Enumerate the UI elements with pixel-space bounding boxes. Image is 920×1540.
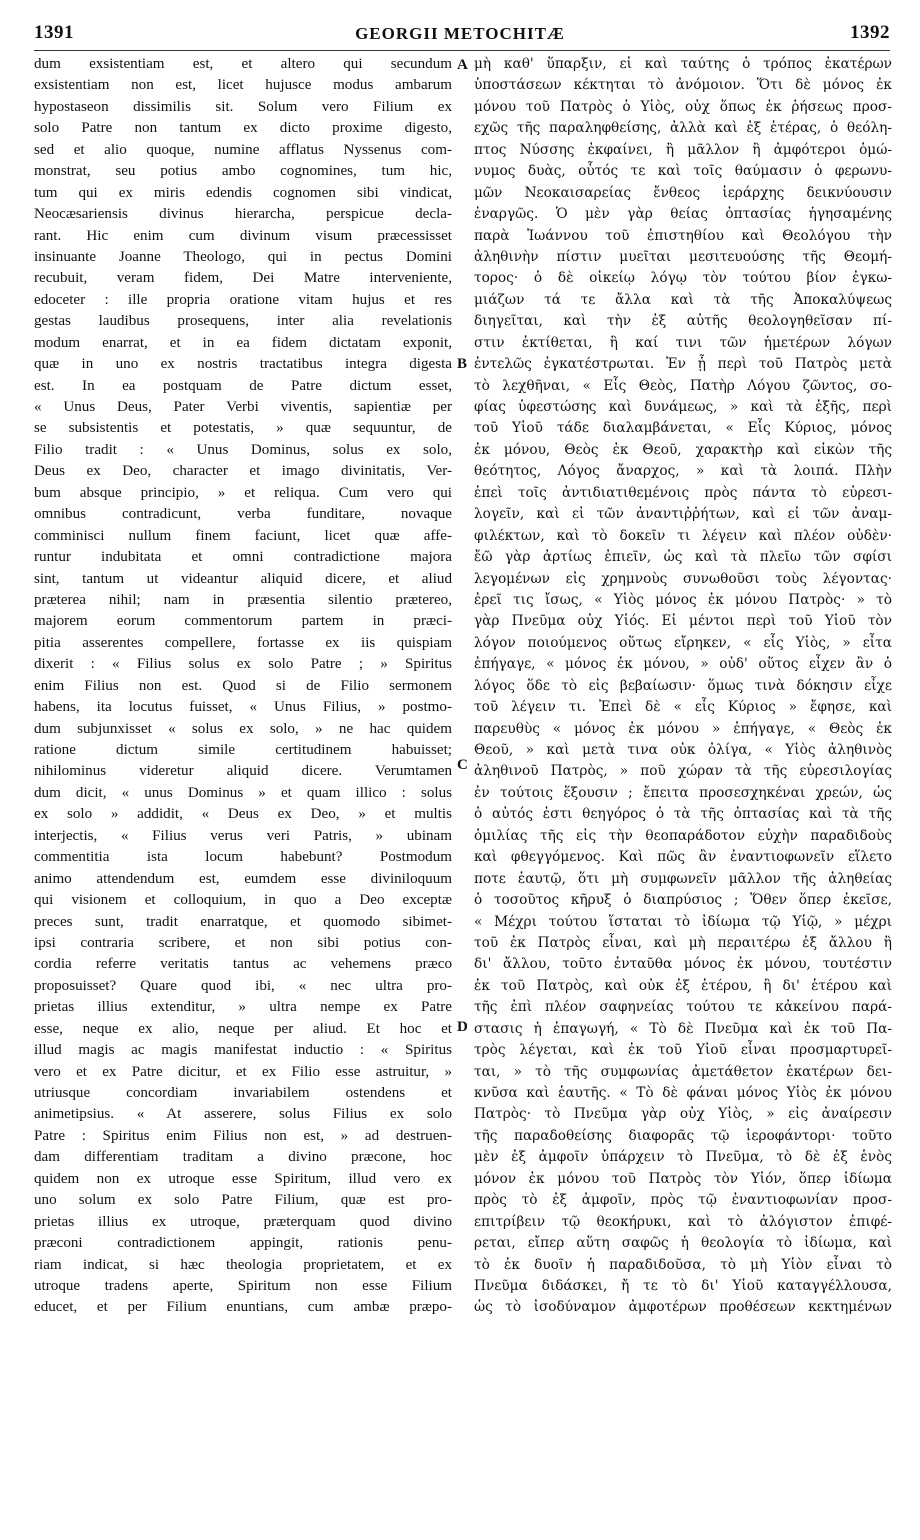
greek-text-line: παρὰ Ἰωάννου τοῦ ἐπιστηθίου καὶ Θεολόγου τὴν xyxy=(474,227,892,244)
page-header xyxy=(30,22,890,52)
latin-text-line: gestas laudibus prosequens, inter alia revelationis xyxy=(34,313,452,330)
greek-text-line: λόγος ὅδε τὸ εἰς βεβαίωσιν· ὅμως τινὰ δόκησιν εἶχε xyxy=(474,677,892,694)
greek-text-line: ἀληθινοῦ Πατρὸς, » ποῦ χώραν τὰ τῆς εὑρεσιλογίας xyxy=(474,763,892,780)
greek-text-line: Πατρὸς· τὸ Πνεῦμα γὰρ οὐχ Υἱὸς, » εἰς ἀναίρεσιν xyxy=(474,1106,892,1123)
latin-text-line: ipsi contraria scribere, et non sibi potius con- xyxy=(34,934,452,951)
greek-text-line: τὸ ἐκ δυοῖν ἡ παραδιδοῦσα, τὸ μὴ Υἱὸν εἶναι τὸ xyxy=(474,1256,892,1273)
latin-text-line: animo attendendum est, eumdem esse diviniloquum xyxy=(34,870,452,887)
greek-text-line: τῆς παραδοθείσης διαφορᾶς τῷ ἱεροφάντορι· τοῦτο xyxy=(474,1127,892,1144)
latin-text-line: proposuisset? Quare quod ibi, « nec ultra pro- xyxy=(34,977,452,994)
latin-text-line: dum subjunxisset « solus ex solo, » ne hac quidem xyxy=(34,720,452,737)
greek-text-line: τοῦ Υἱοῦ τάδε διαλαμβάνεται, « Εἷς Κύριος, μόνος xyxy=(474,420,892,437)
greek-text-line: τὸ λεχθῆναι, « Εἷς Θεὸς, Πατὴρ Λόγου ζῶντος, σο- xyxy=(474,377,892,394)
latin-text-line: hypostaseon dissimilis sit. Solum vero Filium ex xyxy=(34,98,452,115)
latin-text-line: insinuante Joanne Theologo, qui in pectus Domini xyxy=(34,248,452,265)
greek-text-line: ἔῶ γὰρ ἀρτίως ἐπιεῖν, ὡς καὶ τὰ πλεῖω τῶν σφίσι xyxy=(474,549,892,566)
latin-text-line: commentitia ista locum habebunt? Postmodum xyxy=(34,849,452,866)
greek-text-line: φιλέκτων, καὶ τὸ δοκεῖν τι λέγειν καὶ πλέον οὐδὲν· xyxy=(474,527,892,544)
greek-text-line: δι' ἄλλου, τοῦτο ἐνταῦθα μόνος ἐκ μόνου, τουτέστιν xyxy=(474,956,892,973)
latin-text-line: exsistentiam non est, licet hujusce modus ambarum xyxy=(34,77,452,94)
latin-text-line: cordia referre veritatis tantus ac vehemens præco xyxy=(34,956,452,973)
greek-text-line: Θεοῦ, » καὶ μετὰ τινα οὐκ ὀλίγα, « Υἱὸς ἀληθινὸς xyxy=(474,742,892,758)
latin-text-line: majorem eorum commentorum partem in præci- xyxy=(34,613,452,630)
latin-text-line: qui visionem et colloquium, in quo a Deo exceptæ xyxy=(34,892,452,909)
greek-text-line: γὰρ Πνεῦμα οὐχ Υἱός. Εἰ μέντοι περὶ τοῦ Υἱοῦ τὸν xyxy=(474,613,892,630)
latin-text-line: bum absque principio, » et reliqua. Cum vero qui xyxy=(34,484,452,501)
greek-text-line: εχῶς τῆς παραληφθείσης, ἀλλὰ καὶ ἐξ ἑτέρας, ὁ θεόλη- xyxy=(474,120,892,137)
greek-text-line: τορος· ὁ δὲ οἰκείῳ λόγῳ τὸν τούτου βίον ἐγκω- xyxy=(474,270,892,287)
greek-text-line: ἐντελῶς ἐγκατέστρωται. Ἐν ᾗ περὶ τοῦ Πατρὸς μετὰ xyxy=(474,356,892,373)
greek-text-line: μόνον ἐκ μόνου τοῦ Πατρὸς τὸν Υἱόν, ὅπερ ἰδίωμα xyxy=(474,1170,892,1187)
greek-text-line: διηγεῖται, καὶ τὴν ἐξ αὐτῆς θεολογηθεῖσαν πί- xyxy=(474,313,892,330)
greek-text-line: ὑποστάσεων κέκτηται τὸ ἀνόμοιον. Ὅτι δὲ μόνος ἐκ xyxy=(474,77,892,94)
latin-text-line: tum qui ex miris edendis cognomen sibi vindicat, xyxy=(34,184,452,201)
greek-text-line: πτος Νύσσης ἐκφαίνει, ἢ μᾶλλον ἢ ἀμφότεροι ὁμώ- xyxy=(474,141,892,158)
greek-text-line: ἐπήγαγε, « μόνος ἐκ μόνου, » οὐδ' οὕτος εἶχεν ἂν ὁ xyxy=(474,656,892,673)
greek-text-line: τοῦ λέγειν τι. Ἐπεὶ δὲ « εἷς Κύριος » ἔφησε, καὶ xyxy=(474,699,892,716)
latin-text-line: comminisci nullum finem faciunt, licet quæ affe- xyxy=(34,527,452,544)
greek-text-line: μῶν Νεοκαισαρείας ἔνθεος ἱεράρχης δεικνύουσιν xyxy=(474,184,892,201)
greek-text-line: στασις ἡ ἐπαγωγή, « Τὸ δὲ Πνεῦμα καὶ ἐκ τοῦ Πα- xyxy=(474,1020,892,1037)
latin-text-line: habens, ita locutus fuisset, « Unus Filius, » postmo- xyxy=(34,699,452,716)
greek-text-line: νυμος δυὰς, οὗτός τε καὶ τοῖς θαύμασιν ὁ φερωνυ- xyxy=(474,163,892,180)
greek-text-line: τοῦ ἐκ Πατρὸς εἶναι, καὶ μὴ περαιτέρω ἐξ ἄλλου ἢ xyxy=(474,934,892,951)
greek-text-line: « Μέχρι τούτου ἵσταται τὸ ἰδίωμα τῷ Υἱῷ, » μέχρι xyxy=(474,913,892,930)
greek-text-line: παρευθὺς « μόνος ἐκ μόνου » ἐπήγαγε, « Θεὸς ἐκ xyxy=(474,720,892,737)
greek-text-line: κνῦσα καὶ ἑαυτῆς. « Τὸ δὲ φάναι μόνος Υἱὸς ἐκ μόνου xyxy=(474,1085,892,1101)
greek-text-line: ἐκ μόνου, Θεὸς ἐκ Θεοῦ, χαρακτὴρ καὶ εἰκὼν τῆς xyxy=(474,441,892,458)
latin-text-line: modum enarrat, et in ea fidem dictatam exponit, xyxy=(34,334,452,351)
latin-text-line: pitia asserentes compellere, fortasse ex iis quispiam xyxy=(34,634,452,651)
latin-text-line: dixerit : « Filius solus ex solo Patre ; » Spiritus xyxy=(34,656,452,673)
latin-text-line: « Unus Deus, Pater Verbi viventis, sapientiæ per xyxy=(34,399,452,415)
latin-text-line: Patre : Spiritus enim Filius non est, » ad destruen- xyxy=(34,1127,452,1144)
greek-text-line: ὁμιλίας τῆς εἰς τὴν θεοπαράδοτον εὐχὴν παραδιδοὺς xyxy=(474,827,892,844)
greek-text-line: φίας ὑφεστώσης καὶ δυνάμεως, » καὶ τὰ ἑξῆς, περὶ xyxy=(474,399,892,415)
latin-text-line: enim Filius non est. Quod si de Filio sermonem xyxy=(34,677,452,694)
latin-text-line: Deus ex Deo, character et imago divinitatis, Ver- xyxy=(34,463,452,480)
latin-text-line: preces sunt, tradit enarratque, et quomodo sibimet- xyxy=(34,913,452,930)
greek-text-line: θεότητος, Λόγος ἄναρχος, » καὶ τὰ λοιπά. Πλὴν xyxy=(474,463,892,480)
latin-text-line: prietas illius extenditur, » ultra nempe ex Patre xyxy=(34,999,452,1016)
section-marker-c: C xyxy=(457,757,468,773)
latin-text-line: edoceter : ille propria oratione vitam hujus et res xyxy=(34,291,452,308)
latin-text-line: Neocæsariensis divinus hierarcha, perspicue decla- xyxy=(34,206,452,223)
latin-text-line: riam indicat, si hæc theologia proprietatem, et ex xyxy=(34,1256,452,1273)
section-marker-d: D xyxy=(457,1019,468,1035)
greek-text-line: μὲν ἐξ ἀμφοῖν ὑπάρχειν τὸ Πνεῦμα, τὸ δὲ ἐξ ἑνὸς xyxy=(474,1149,892,1166)
greek-text-line: μιάζων τά τε ἄλλα καὶ τὰ τῆς Ἀποκαλύψεως xyxy=(474,291,892,308)
greek-text-line: καὶ φθεγγόμενος. Καὶ πῶς ἂν ἐναντιοφωνεῖν εἵλετο xyxy=(474,849,892,866)
page-number-left: 1391 xyxy=(34,22,74,43)
latin-text-line: sed et alio quoque, numine afflatus Nyssenus com- xyxy=(34,141,452,158)
greek-text-line: ἐν τούτοις ἕξουσιν ; ἔπειτα προσεσχηκέναι χρεών, ὡς xyxy=(474,784,892,801)
latin-text-line: præconi contradictionem appingit, rationis penu- xyxy=(34,1235,452,1252)
latin-text-line: vero et ex Patre dicitur, et ex Filio esse astruitur, » xyxy=(34,1063,452,1080)
section-marker-b: B xyxy=(457,356,468,372)
latin-text-line: solo Patre non tantum ex dicto proxime digesto, xyxy=(34,120,452,137)
header-rule xyxy=(34,50,890,51)
latin-text-line: interjectis, « Filius verus veri Patris, » ubinam xyxy=(34,827,452,844)
greek-text-line: ρεται, εἴπερ αὕτη σαφῶς ἡ θεολογία τὸ ἰδίωμα, καὶ xyxy=(474,1235,892,1252)
greek-text-line: ποτε ἑαυτῷ, ὅτι μὴ συμφωνεῖν μᾶλλον τῆς ἀληθείας xyxy=(474,870,892,887)
latin-text-line: utriusque concordiam invariabilem ostendens et xyxy=(34,1085,452,1101)
greek-text-line: ἐναργῶς. Ὁ μὲν γὰρ θείας ὀπτασίας ἡγησαμένης xyxy=(474,206,892,223)
greek-text-line: Πνεῦμα διδάσκει, ἤ τε τὸ δι' Υἱοῦ καταγγέλλουσα, xyxy=(474,1277,892,1294)
latin-text-line: dam differentiam traditam a divino præcone, hoc xyxy=(34,1149,452,1166)
page-number-right: 1392 xyxy=(850,22,890,43)
latin-text-line: quæ in uno ex nostris tractatibus integra digesta xyxy=(34,356,452,373)
latin-text-line: esse, neque ex alio, neque per aliud. Et hoc et xyxy=(34,1020,452,1037)
greek-text-line: ὁ αὐτός ἐστι θεηγόρος ὁ τὰ τῆς ὀπτασίας καὶ τὰ τῆς xyxy=(474,806,892,823)
latin-text-line: illud magis ac magis manifestat inductio : « Spiritus xyxy=(34,1042,452,1059)
greek-text-line: λόγον ποιούμενος οὕτως εἴρηκεν, « εἷς Υἱὸς, » εἶτα xyxy=(474,634,892,651)
latin-text-line: nihilominus videretur aliquid dicere. Verumtamen xyxy=(34,763,452,780)
latin-text-line: utroque tradens aperte, Spiritum non esse Filium xyxy=(34,1277,452,1294)
greek-text-line: λεγομένων εἰς χρημνοὺς συνωθοῦσι τοὺς λέγοντας· xyxy=(474,570,892,587)
greek-text-line: μὴ καθ' ὕπαρξιν, εἰ καὶ ταύτης ὁ τρόπος ἑκατέρων xyxy=(474,56,892,72)
latin-text-line: prietas illius ex utroque, præterquam quod divino xyxy=(34,1213,452,1230)
latin-text-line: dum dicit, « unus Dominus » et quam illico : solus xyxy=(34,784,452,801)
running-title: GEORGII METOCHITÆ xyxy=(355,24,565,43)
latin-text-line: monstrat, seu potius ambo cognomines, tum hic, xyxy=(34,163,452,180)
latin-text-line: animetipsius. « At asserere, solus Filius ex solo xyxy=(34,1106,452,1123)
latin-text-line: recubuit, veram fidem, Dei Matre interveniente, xyxy=(34,270,452,287)
greek-text-line: μόνου τοῦ Πατρὸς ὁ Υἱὸς, οὐχ ὅπως ἐκ ῥήσεως προσ- xyxy=(474,98,892,115)
latin-text-line: educet, et per Filium enuntians, cum ambæ præpo- xyxy=(34,1299,452,1316)
latin-text-line: Filio tradit : « Unus Dominus, solus ex solo, xyxy=(34,441,452,458)
latin-text-line: ex solo » addidit, « Deus ex Deo, » et multis xyxy=(34,806,452,823)
greek-text-line: ἐρεῖ τις ἴσως, « Υἱὸς μόνος ἐκ μόνου Πατρὸς· » τὸ xyxy=(474,591,892,608)
greek-text-line: ὁ τοσοῦτος κῆρυξ ὁ διαπρύσιος ; Ὅθεν ὅπερ ἐκεῖσε, xyxy=(474,892,892,909)
latin-text-line: est. In ea postquam de Patre dictum esset, xyxy=(34,377,452,394)
latin-column xyxy=(34,54,452,1319)
latin-text-line: omnibus contradicunt, verba funditare, novaque xyxy=(34,506,452,523)
greek-text-line: λογεῖν, καὶ εἰ τῶν ἀναντιῤῥήτων, καὶ εἰ τῶν ἀναμ- xyxy=(474,506,892,523)
latin-text-line: dum exsistentiam est, et altero qui secundum xyxy=(34,56,452,72)
greek-column xyxy=(474,54,892,1319)
latin-text-line: runtur indubitata et omni contradictione majora xyxy=(34,549,452,566)
greek-text-line: ἀληθινὴν πίστιν μυεῖται μεσιτευούσης τῆς Θεομή- xyxy=(474,248,892,265)
section-marker-a: A xyxy=(457,57,468,73)
latin-text-line: præterea nihil; nam in præsentia silentio prætereo, xyxy=(34,591,452,608)
latin-text-line: rant. Hic enim cum divinum visum præcessisset xyxy=(34,227,452,244)
greek-text-line: τρὸς λέγεται, καὶ ἐκ τοῦ Υἱοῦ εἶναι προσμαρτυρεῖ- xyxy=(474,1042,892,1059)
greek-text-line: επιτρίβειν τῷ θεοκήρυκι, καὶ τὸ ἀλόγιστον ἐπιφέ- xyxy=(474,1213,892,1230)
greek-text-line: πρὸς τὸ ἐξ ἀμφοῖν, πρὸς τῷ ἐναντιοφωνίαν προσ- xyxy=(474,1192,892,1209)
greek-text-line: στιν ἐκτίθεται, ἣ καί τινι τῶν ἡμετέρων λόγων xyxy=(474,334,892,351)
greek-text-line: τῆς ἐπὶ πλέον σαφηνείας τούτου τε κἀκείνου παρά- xyxy=(474,999,892,1016)
latin-text-line: se subsistentis et potestatis, » quæ sequuntur, de xyxy=(34,420,452,437)
greek-text-line: ὡς τὸ ἰσοδύναμον ἀμφοτέρων προθέσεων κεκτημένων xyxy=(474,1299,892,1316)
latin-text-line: sint, tantum ut videantur aliquid dicere, et aliud xyxy=(34,570,452,587)
latin-text-line: ratione dictum simile certitudinem habuisset; xyxy=(34,742,452,758)
greek-text-line: ἐκ τοῦ Πατρὸς, καὶ οὐκ ἐξ ἑτέρου, ἢ δι' ἑτέρου καὶ xyxy=(474,977,892,994)
greek-text-line: ται, » τὸ τῆς συμφωνίας ἀμετάθετον ἑκατέρων δει- xyxy=(474,1063,892,1080)
latin-text-line: uno solum ex solo Patre Filium, quæ est pro- xyxy=(34,1192,452,1209)
greek-text-line: ἐπεὶ τοῖς ἀντιδιατιθεμένοις πρὸς πάντα τὸ εὑρεσι- xyxy=(474,484,892,501)
latin-text-line: quidem non ex utroque esse Spiritum, illud vero ex xyxy=(34,1170,452,1187)
